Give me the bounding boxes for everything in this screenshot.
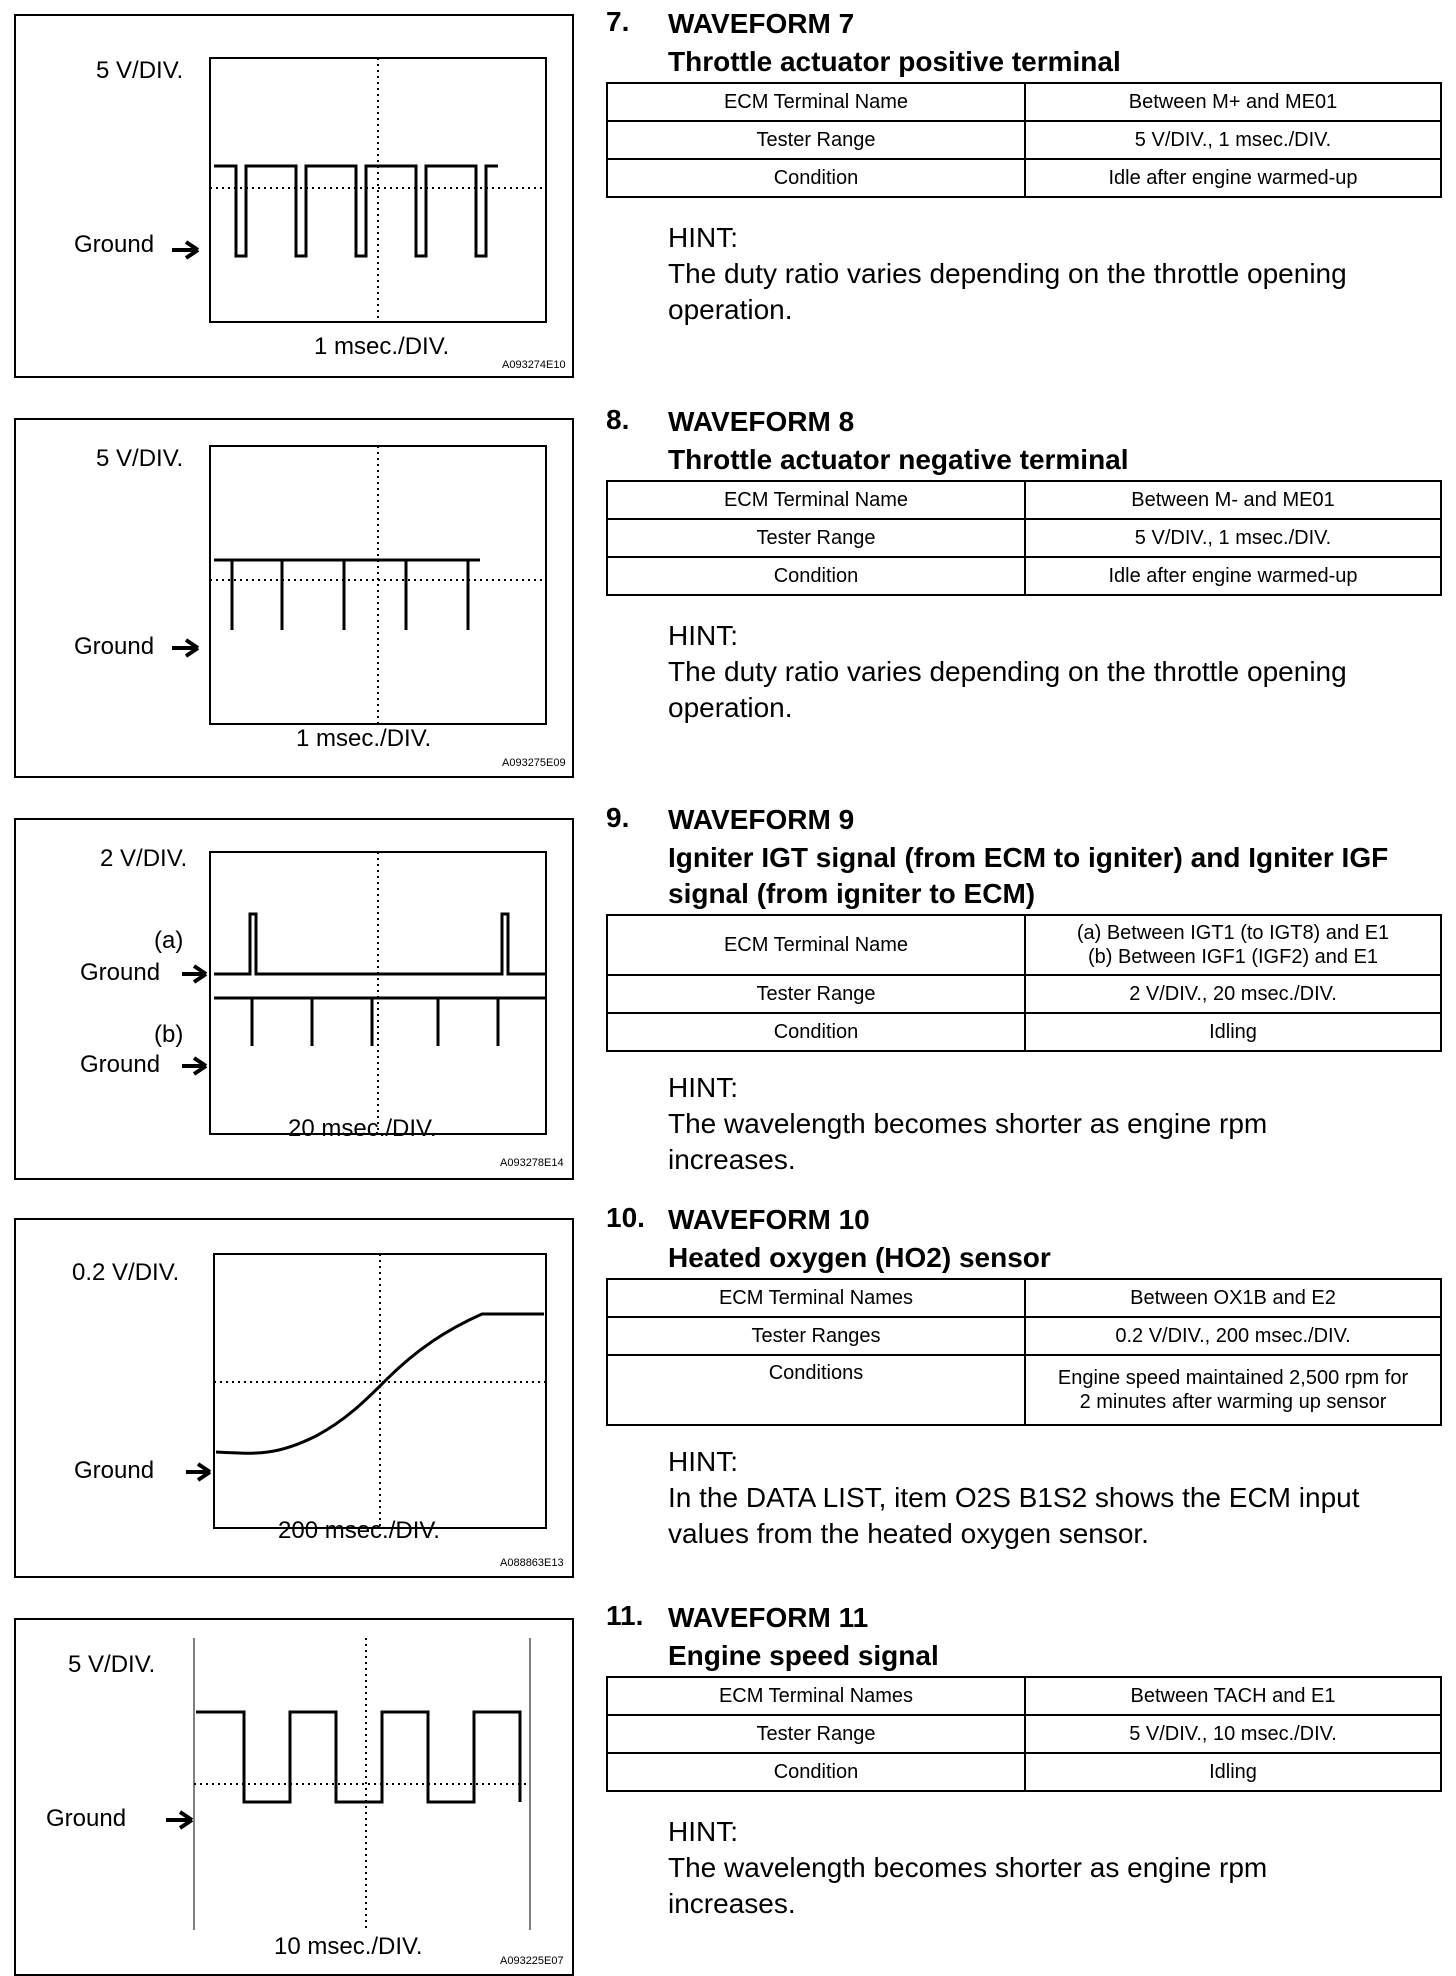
table-row bbox=[607, 83, 1441, 121]
ground-label: Ground bbox=[74, 231, 155, 258]
row-label: ECM Terminal Names bbox=[607, 1279, 1025, 1317]
table-row bbox=[607, 159, 1441, 197]
hint-block bbox=[668, 618, 1446, 726]
table-row bbox=[607, 915, 1441, 975]
ground-label-a: Ground bbox=[80, 959, 161, 986]
row-label: Conditions bbox=[607, 1355, 1025, 1425]
ground-arrow-icon bbox=[166, 1812, 192, 1828]
table-row bbox=[607, 1279, 1441, 1317]
waveform-11-graph bbox=[16, 1620, 572, 1974]
table-row bbox=[607, 1677, 1441, 1715]
row-value-line: (a) Between IGT1 (to IGT8) and E1 bbox=[1076, 922, 1390, 944]
row-label: ECM Terminal Names bbox=[607, 1677, 1025, 1715]
volt-div-label: 2 V/DIV. bbox=[100, 845, 188, 872]
waveform-trace bbox=[196, 1712, 520, 1802]
waveform-10-scope bbox=[14, 1218, 574, 1578]
row-value: Idling bbox=[1025, 1013, 1441, 1051]
waveform-9-scope bbox=[14, 818, 574, 1180]
waveform-8-graph bbox=[16, 420, 572, 776]
waveform-11-section bbox=[606, 1600, 1446, 1922]
row-value: 0.2 V/DIV., 200 msec./DIV. bbox=[1025, 1317, 1441, 1355]
row-value: 5 V/DIV., 10 msec./DIV. bbox=[1025, 1715, 1441, 1753]
waveform-8-section bbox=[606, 404, 1446, 726]
row-value-line: 2 minutes after warming up sensor bbox=[1079, 1391, 1387, 1413]
table-row bbox=[607, 557, 1441, 595]
volt-div-label: 5 V/DIV. bbox=[68, 1651, 156, 1678]
table-row bbox=[607, 1753, 1441, 1791]
volt-div-label: 5 V/DIV. bbox=[96, 57, 184, 84]
table-row bbox=[607, 1715, 1441, 1753]
ground-arrow-icon bbox=[172, 242, 198, 258]
section-heading: WAVEFORM 10 bbox=[668, 1204, 870, 1235]
section-heading: WAVEFORM 9 bbox=[668, 804, 855, 835]
section-heading: WAVEFORM 7 bbox=[668, 8, 855, 39]
volt-div-label: 0.2 V/DIV. bbox=[72, 1259, 180, 1286]
waveform-7-scope bbox=[14, 14, 574, 378]
hint-label: HINT: bbox=[668, 1072, 738, 1103]
table-row bbox=[607, 481, 1441, 519]
row-label: Condition bbox=[607, 1753, 1025, 1791]
row-value: Idle after engine warmed-up bbox=[1025, 159, 1441, 197]
waveform-10-graph bbox=[16, 1220, 572, 1576]
waveform-9-graph bbox=[16, 820, 572, 1178]
time-div-label: 1 msec./DIV. bbox=[314, 333, 450, 360]
row-label: Tester Range bbox=[607, 519, 1025, 557]
hint-text: The duty ratio varies depending on the throttle opening operation. bbox=[668, 258, 1347, 325]
hint-text: The duty ratio varies depending on the throttle opening operation. bbox=[668, 656, 1347, 723]
section-number: 10. bbox=[606, 1202, 645, 1233]
row-label: Condition bbox=[607, 557, 1025, 595]
row-value: Between M- and ME01 bbox=[1025, 481, 1441, 519]
time-div-label: 1 msec./DIV. bbox=[296, 725, 432, 752]
table-row bbox=[607, 121, 1441, 159]
spec-table bbox=[606, 82, 1442, 198]
row-value: Between OX1B and E2 bbox=[1025, 1279, 1441, 1317]
hint-text: In the DATA LIST, item O2S B1S2 shows the ECM input values from the heated oxygen sensor. bbox=[668, 1482, 1360, 1549]
row-label: Tester Range bbox=[607, 1715, 1025, 1753]
hint-label: HINT: bbox=[668, 620, 738, 651]
row-value: Idling bbox=[1025, 1753, 1441, 1791]
row-label: ECM Terminal Name bbox=[607, 481, 1025, 519]
waveform-9-section bbox=[606, 802, 1446, 1178]
row-value: 5 V/DIV., 1 msec./DIV. bbox=[1025, 121, 1441, 159]
scope-grid-frame bbox=[214, 1254, 546, 1528]
row-label: Tester Ranges bbox=[607, 1317, 1025, 1355]
waveform-trace bbox=[216, 1314, 544, 1453]
waveform-10-section bbox=[606, 1202, 1446, 1552]
row-value: Between TACH and E1 bbox=[1025, 1677, 1441, 1715]
section-subtitle: Heated oxygen (HO2) sensor bbox=[668, 1242, 1051, 1273]
table-row bbox=[607, 1317, 1441, 1355]
figure-code: A093225E07 bbox=[500, 1955, 564, 1967]
row-label: Tester Range bbox=[607, 121, 1025, 159]
ground-label: Ground bbox=[46, 1805, 127, 1832]
section-heading: WAVEFORM 11 bbox=[668, 1602, 869, 1633]
waveform-7-section bbox=[606, 6, 1446, 328]
figure-code: A093275E09 bbox=[502, 757, 566, 769]
hint-block bbox=[668, 1444, 1446, 1552]
row-label: Condition bbox=[607, 159, 1025, 197]
ground-arrow-icon bbox=[186, 1464, 210, 1480]
figure-code: A093274E10 bbox=[502, 359, 566, 371]
ground-label-b: Ground bbox=[80, 1051, 161, 1078]
section-number: 7. bbox=[606, 6, 630, 37]
section-number: 9. bbox=[606, 802, 630, 833]
section-subtitle: Igniter IGT signal (from ECM to igniter) and Igniter IGF signal (from igniter to ECM) bbox=[668, 842, 1389, 909]
hint-label: HINT: bbox=[668, 222, 738, 253]
section-heading: WAVEFORM 8 bbox=[668, 406, 855, 437]
figure-code: A088863E13 bbox=[500, 1557, 564, 1569]
hint-block bbox=[668, 220, 1446, 328]
row-label: Condition bbox=[607, 1013, 1025, 1051]
volt-div-label: 5 V/DIV. bbox=[96, 445, 184, 472]
row-value: Between M+ and ME01 bbox=[1025, 83, 1441, 121]
table-row bbox=[607, 519, 1441, 557]
channel-b-label: (b) bbox=[154, 1021, 184, 1048]
time-div-label: 10 msec./DIV. bbox=[274, 1933, 423, 1960]
ground-arrow-b-icon bbox=[182, 1058, 206, 1074]
ground-arrow-a-icon bbox=[182, 966, 206, 982]
ground-arrow-icon bbox=[172, 640, 198, 656]
hint-text: The wavelength becomes shorter as engine rpm increases. bbox=[668, 1852, 1268, 1919]
igt-trace bbox=[214, 914, 546, 974]
spec-table bbox=[606, 1676, 1442, 1792]
spec-table bbox=[606, 1278, 1442, 1426]
row-label: ECM Terminal Name bbox=[607, 83, 1025, 121]
row-value: 2 V/DIV., 20 msec./DIV. bbox=[1025, 975, 1441, 1013]
waveform-8-scope bbox=[14, 418, 574, 778]
table-row bbox=[607, 1355, 1441, 1425]
row-value bbox=[1025, 915, 1441, 975]
hint-block bbox=[668, 1814, 1446, 1922]
ground-label: Ground bbox=[74, 1457, 155, 1484]
row-value-line: Engine speed maintained 2,500 rpm for bbox=[1057, 1367, 1409, 1389]
waveform-11-scope bbox=[14, 1618, 574, 1976]
spec-table bbox=[606, 914, 1442, 1052]
row-label: Tester Range bbox=[607, 975, 1025, 1013]
hint-label: HINT: bbox=[668, 1446, 738, 1477]
section-number: 8. bbox=[606, 404, 630, 435]
hint-block bbox=[668, 1070, 1446, 1178]
section-subtitle: Engine speed signal bbox=[668, 1640, 939, 1671]
waveform-trace bbox=[214, 166, 498, 256]
row-value-line: (b) Between IGF1 (IGF2) and E1 bbox=[1087, 946, 1379, 968]
ground-label: Ground bbox=[74, 633, 155, 660]
time-div-label: 20 msec./DIV. bbox=[288, 1115, 437, 1142]
table-row bbox=[607, 1013, 1441, 1051]
time-div-label: 200 msec./DIV. bbox=[278, 1517, 440, 1544]
table-row bbox=[607, 975, 1441, 1013]
section-subtitle: Throttle actuator negative terminal bbox=[668, 444, 1129, 475]
section-subtitle: Throttle actuator positive terminal bbox=[668, 46, 1121, 77]
igf-trace bbox=[214, 998, 546, 1046]
row-value: 5 V/DIV., 1 msec./DIV. bbox=[1025, 519, 1441, 557]
waveform-trace bbox=[214, 560, 480, 630]
figure-code: A093278E14 bbox=[500, 1157, 564, 1169]
hint-text: The wavelength becomes shorter as engine rpm increases. bbox=[668, 1108, 1268, 1175]
channel-a-label: (a) bbox=[154, 927, 184, 954]
row-label: ECM Terminal Name bbox=[607, 915, 1025, 975]
hint-label: HINT: bbox=[668, 1816, 738, 1847]
row-value bbox=[1025, 1355, 1441, 1425]
row-value: Idle after engine warmed-up bbox=[1025, 557, 1441, 595]
spec-table bbox=[606, 480, 1442, 596]
section-number: 11. bbox=[606, 1600, 644, 1631]
waveform-7-graph bbox=[16, 16, 572, 376]
